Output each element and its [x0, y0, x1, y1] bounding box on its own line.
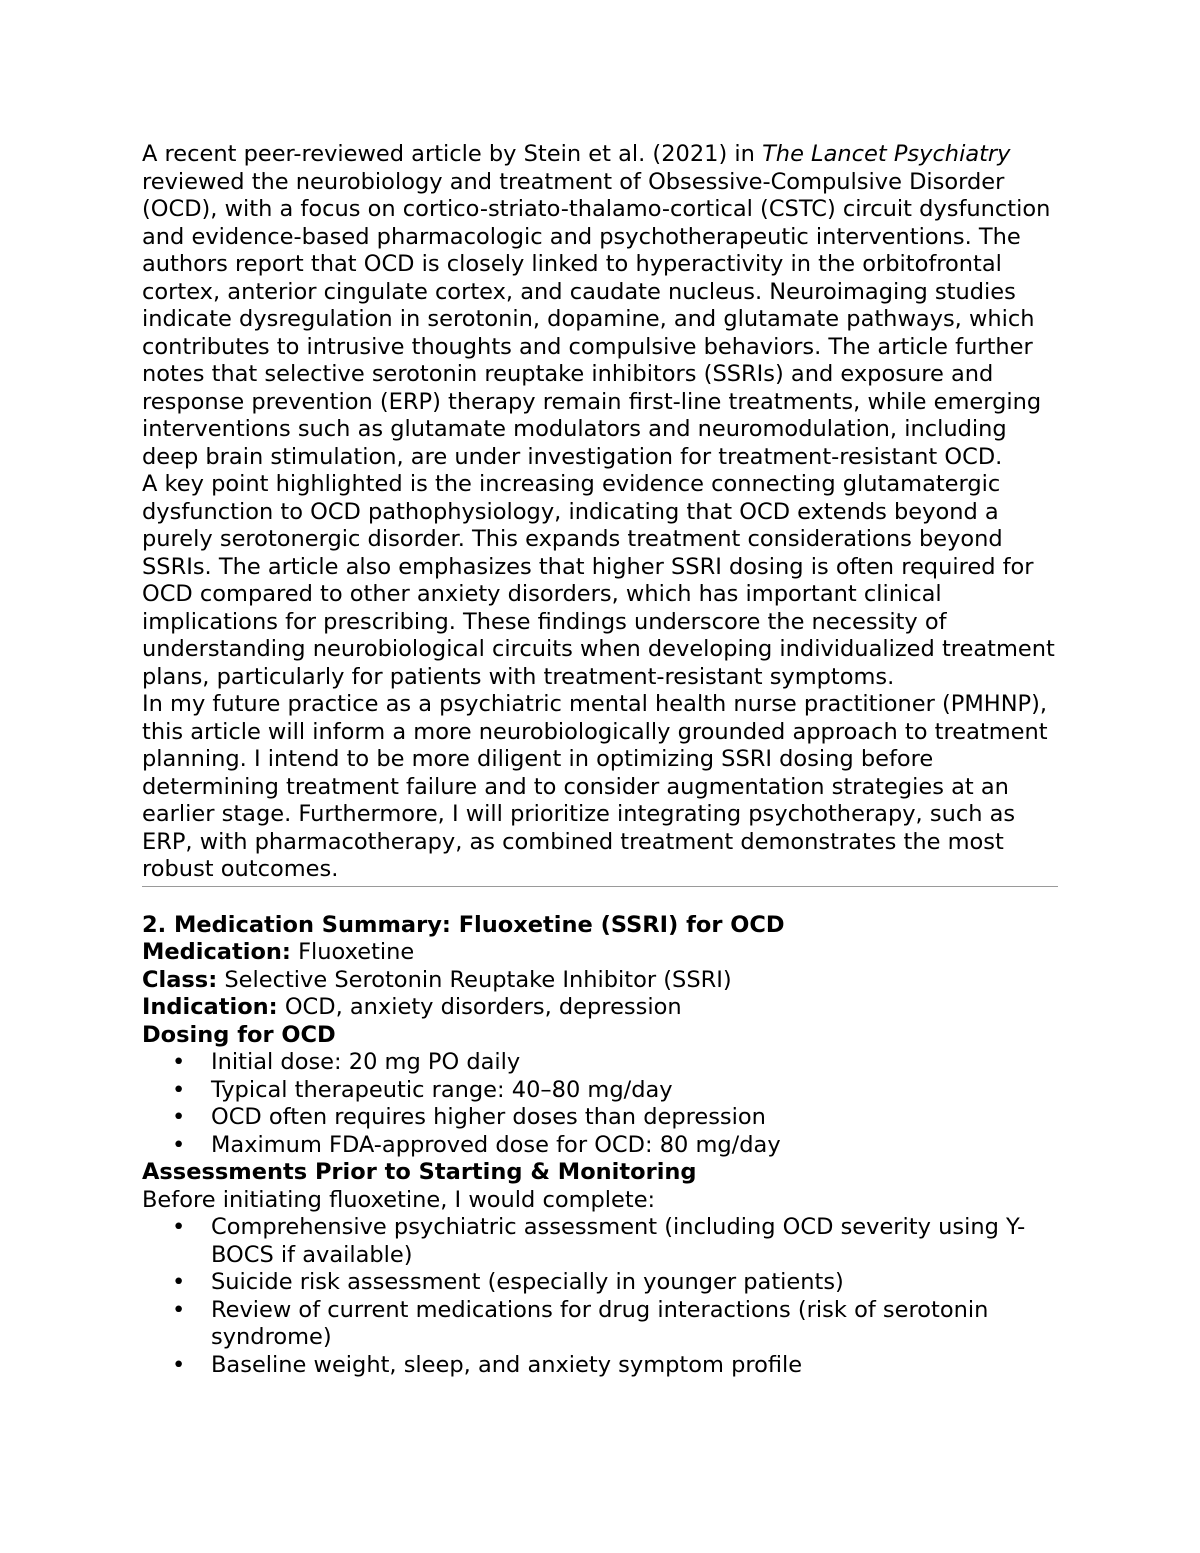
article-summary-paragraph: [142, 141, 1062, 471]
class-value: Selective Serotonin Reuptake Inhibitor (SSRI): [217, 966, 732, 993]
list-item: [142, 1352, 1062, 1380]
bullet-icon: •: [172, 1049, 186, 1075]
list-item-text: Maximum FDA-approved dose for OCD: 80 mg/day: [211, 1131, 781, 1158]
list-item: [142, 1269, 1062, 1297]
bullet-icon: •: [172, 1076, 186, 1103]
list-item-text: Comprehensive psychiatric assessment (including OCD severity using Y-BOCS if available): [211, 1214, 1026, 1268]
list-item-text: Baseline weight, sleep, and anxiety symptom profile: [211, 1351, 803, 1378]
article-intro-text: A recent peer-reviewed article by Stein et al. (2021) in: [142, 141, 763, 167]
medication-line: [142, 939, 1062, 967]
dosing-list: [142, 1049, 1062, 1159]
assessments-heading: Assessments Prior to Starting & Monitoring: [142, 1159, 697, 1185]
list-item-text: OCD often requires higher doses than depression: [211, 1104, 766, 1130]
class-line: [142, 967, 1062, 995]
list-item: [142, 1104, 1062, 1132]
list-item-text: Suicide risk assessment (especially in younger patients): [211, 1269, 844, 1295]
future-practice-paragraph: In my future practice as a psychiatric mental health nurse practitioner (PMHNP), this article will inform a more neurobiologically grounded approach to treatment planning. I intend to be more diligent in optimizing SSRI dosing before determining treatment failure and to consider augmentation strategies at an earlier stage. Furthermore, I will prioritize integrating psychotherapy, such as ERP, with pharmacotherapy, as combined treatment demonstrates the most robust outcomes.: [142, 691, 1048, 882]
bullet-icon: •: [172, 1104, 186, 1130]
class-label: Class:: [142, 966, 218, 993]
list-item-text: Typical therapeutic range: 40–80 mg/day: [211, 1076, 673, 1103]
list-item-text: Initial dose: 20 mg PO daily: [211, 1049, 521, 1075]
list-item: [142, 1297, 1062, 1352]
assessments-intro: Before initiating fluoxetine, I would complete:: [142, 1186, 656, 1213]
bullet-icon: •: [172, 1131, 186, 1158]
bullet-icon: •: [172, 1269, 186, 1295]
assessments-list: [142, 1214, 1062, 1379]
journal-title: The Lancet Psychiatry: [762, 141, 1011, 167]
bullet-icon: •: [172, 1351, 186, 1378]
dosing-heading: Dosing for OCD: [142, 1021, 336, 1048]
indication-line: [142, 994, 1062, 1022]
list-item: [142, 1077, 1062, 1105]
bullet-icon: •: [172, 1296, 186, 1323]
key-point-paragraph: A key point highlighted is the increasing evidence connecting glutamatergic dysfunction to OCD pathophysiology, indicating that OCD extends beyond a purely serotonergic disorder. This expands treatment considerations beyond SSRIs. The article also emphasizes that higher SSRI dosing is often required for OCD compared to other anxiety disorders, which has important clinical implications for prescribing. These findings underscore the necessity of understanding neurobiological circuits when developing individualized treatment plans, particularly for patients with treatment-resistant symptoms.: [142, 471, 1055, 690]
bullet-icon: •: [172, 1214, 186, 1240]
medication-label: Medication:: [142, 939, 291, 965]
article-body-text: reviewed the neurobiology and treatment of Obsessive-Compulsive Disorder (OCD), with a focus on cortico-striato-thalamo-cortical (CSTC) circuit dysfunction and evidence-based pharmacologic and psychotherapeutic interventions. The authors report that OCD is closely linked to hyperactivity in the orbitofrontal cortex, anterior cingulate cortex, and caudate nucleus. Neuroimaging studies indicate dysregulation in serotonin, dopamine, and glutamate pathways, which contributes to intrusive thoughts and compulsive behaviors. The article further notes that selective serotonin reuptake inhibitors (SSRIs) and exposure and response prevention (ERP) therapy remain first-line treatments, while emerging interventions such as glutamate modulators and neuromodulation, including deep brain stimulation, are under investigation for treatment-resistant OCD.: [142, 168, 1051, 470]
indication-value: OCD, anxiety disorders, depression: [277, 994, 682, 1020]
list-item: [142, 1214, 1062, 1269]
list-item: [142, 1132, 1062, 1160]
document-page: [142, 141, 1062, 1379]
medication-value: Fluoxetine: [290, 939, 415, 965]
horizontal-rule: [142, 886, 1058, 887]
indication-label: Indication:: [142, 994, 278, 1020]
section-title: 2. Medication Summary: Fluoxetine (SSRI) for OCD: [142, 911, 785, 938]
list-item: [142, 1049, 1062, 1077]
list-item-text: Review of current medications for drug interactions (risk of serotonin syndrome): [211, 1296, 989, 1350]
